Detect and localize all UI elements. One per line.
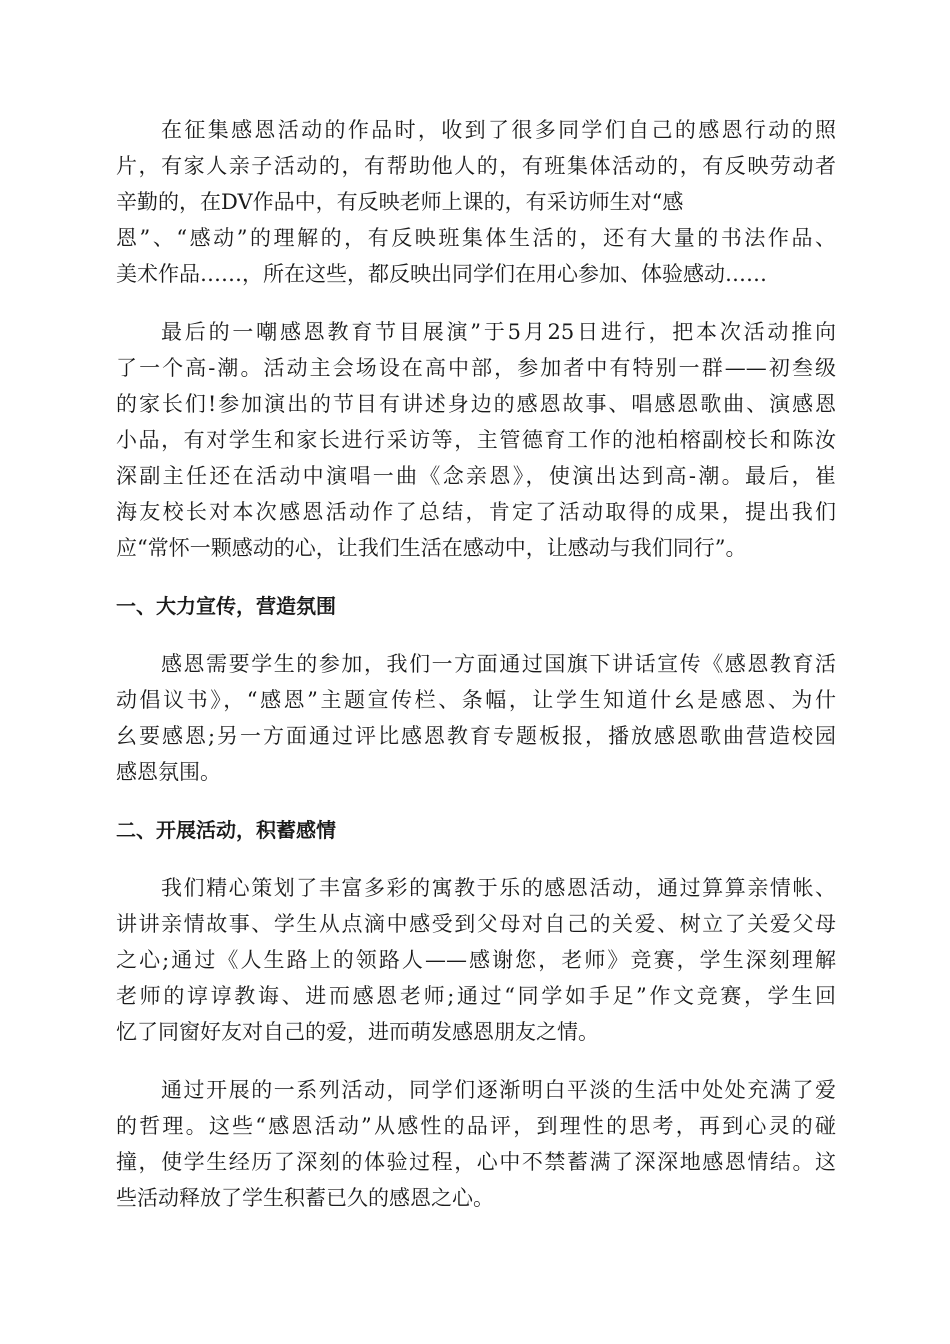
- paragraph-line: 恩”、“感动”的理解的，有反映班集体生活的，还有大量的书法作品、: [116, 226, 836, 250]
- paragraph-line: 老师的谆谆教诲、进而感恩老师;通过“同学如手足”作文竞赛，学生回: [116, 984, 836, 1008]
- paragraph-line: 忆了同窗好友对自己的爱，进而萌发感恩朋友之情。: [116, 1020, 599, 1044]
- paragraph-program-show: [116, 314, 836, 566]
- section-heading-publicity: 一、大力宣传，营造氛围: [116, 594, 336, 618]
- paragraph-line: 撞，使学生经历了深刻的体验过程，心中不禁蓄满了深深地感恩情结。这: [116, 1150, 836, 1174]
- paragraph-line: 了一个高-潮。活动主会场设在高中部，参加者中有特别一群——初叁级: [116, 356, 836, 380]
- paragraph-line: 我们精心策划了丰富多彩的寓教于乐的感恩活动，通过算算亲情帐、: [161, 876, 836, 900]
- paragraph-line: 动倡议书》，“感恩”主题宣传栏、条幅，让学生知道什幺是感恩、为什: [116, 688, 836, 712]
- document-page: [116, 112, 836, 1238]
- paragraph-line: 小品，有对学生和家长进行采访等，主管德育工作的池柏榕副校长和陈汝: [116, 428, 836, 452]
- paragraph-line: 些活动释放了学生积蓄已久的感恩之心。: [116, 1186, 494, 1210]
- paragraph-works-collection: [116, 112, 836, 292]
- paragraph-line: 在征集感恩活动的作品时，收到了很多同学们自己的感恩行动的照: [161, 118, 836, 142]
- paragraph-line: 海友校长对本次感恩活动作了总结，肯定了活动取得的成果，提出我们: [116, 500, 836, 524]
- paragraph-line: 感恩需要学生的参加，我们一方面通过国旗下讲话宣传《感恩教育活: [161, 652, 836, 676]
- paragraph-line: 的哲理。这些“感恩活动”从感性的品评，到理性的思考，再到心灵的碰: [116, 1114, 836, 1138]
- paragraph-line: 深副主任还在活动中演唱一曲《念亲恩》，使演出达到高-潮。最后，崔: [116, 464, 836, 488]
- paragraph-line: 讲讲亲情故事、学生从点滴中感受到父母对自己的关爱、树立了关爱父母: [116, 912, 836, 936]
- paragraph-line: 之心;通过《人生路上的领路人——感谢您，老师》竞赛，学生深刻理解: [116, 948, 836, 972]
- paragraph-line: 通过开展的一系列活动，同学们逐渐明白平淡的生活中处处充满了爱: [161, 1078, 836, 1102]
- paragraph-line: 应“常怀一颗感动的心，让我们生活在感动中，让感动与我们同行”。: [116, 536, 747, 560]
- paragraph-line: 美术作品……，所在这些，都反映出同学们在用心参加、体验感动……: [116, 262, 767, 286]
- paragraph-line: 片，有家人亲子活动的，有帮助他人的，有班集体活动的，有反映劳动者: [116, 154, 836, 178]
- paragraph-line: 感恩氛围。: [116, 760, 221, 784]
- paragraph-summary: [116, 1072, 836, 1216]
- section-heading-activities: 二、开展活动，积蓄感情: [116, 818, 336, 842]
- paragraph-line: 最后的一嘲感恩教育节目展演”于5月25日进行，把本次活动推向: [161, 320, 836, 344]
- paragraph-line: 辛勤的，在DV作品中，有反映老师上课的，有采访师生对“感: [116, 190, 684, 214]
- paragraph-publicity: [116, 646, 836, 790]
- paragraph-line: 幺要感恩;另一方面通过评比感恩教育专题板报，播放感恩歌曲营造校园: [116, 724, 836, 748]
- paragraph-activities: [116, 870, 836, 1050]
- paragraph-line: 的家长们!参加演出的节目有讲述身边的感恩故事、唱感恩歌曲、演感恩: [116, 392, 836, 416]
